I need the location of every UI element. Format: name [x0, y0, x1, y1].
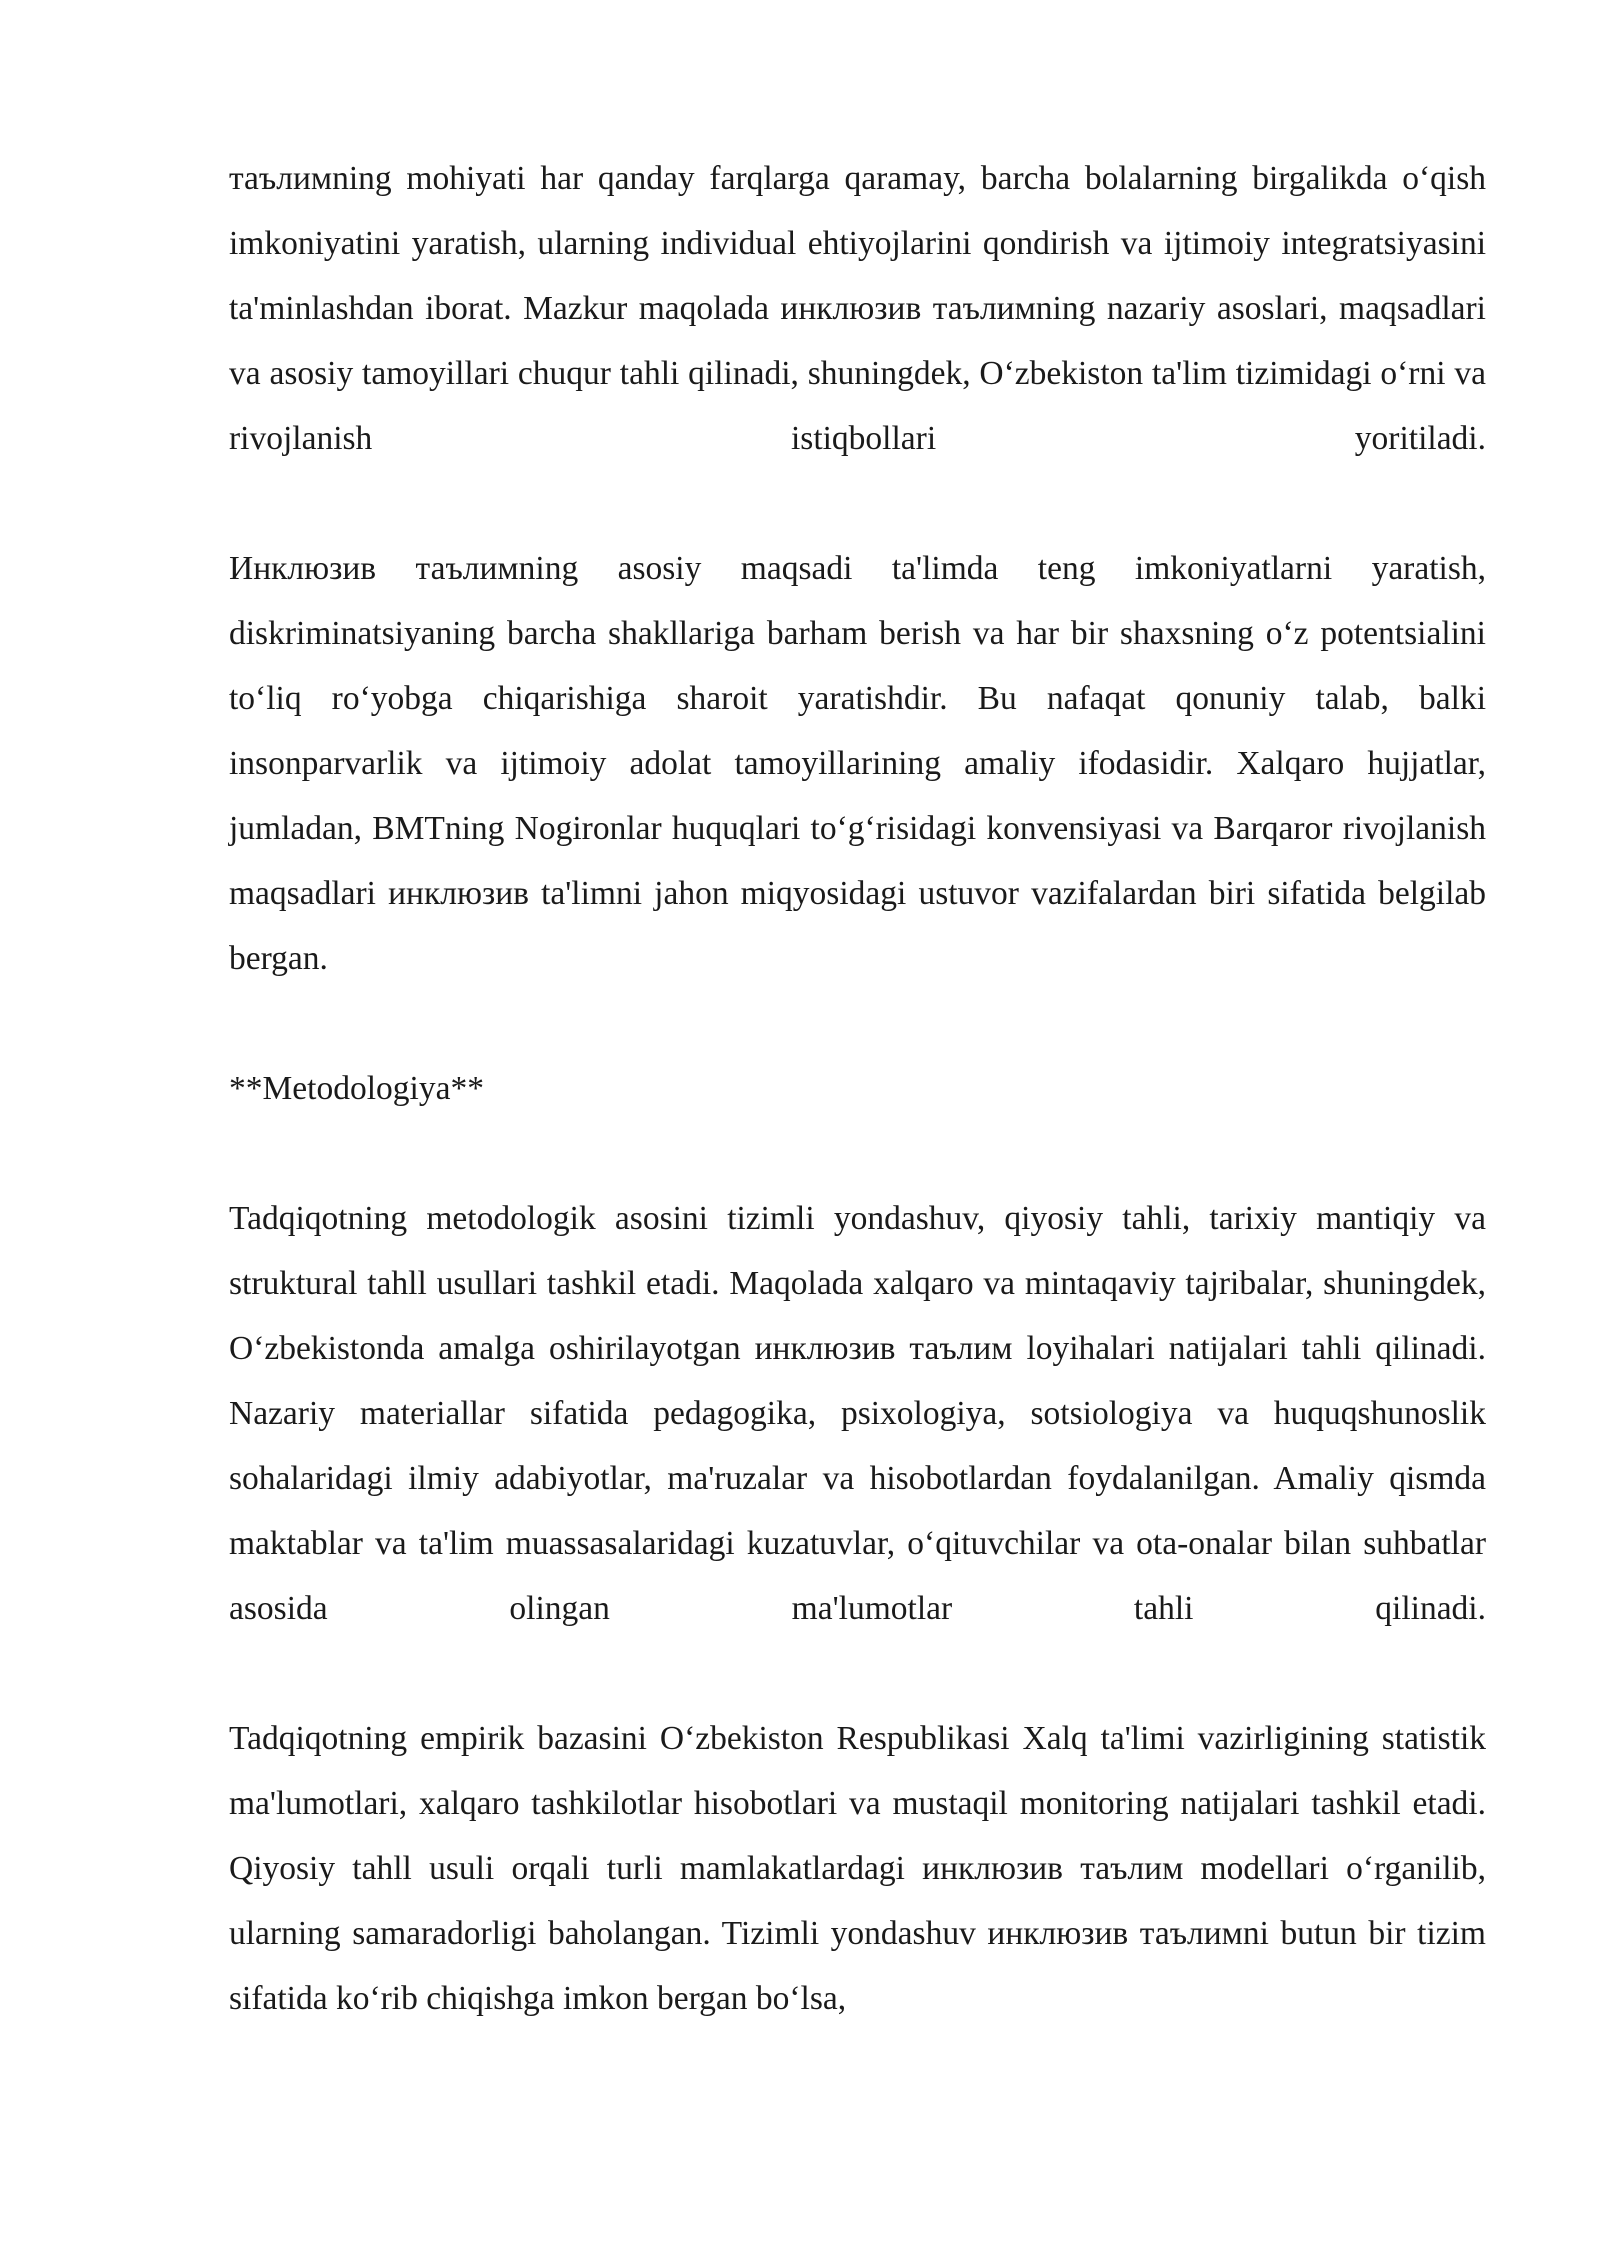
- paragraph-gap: [229, 1641, 1486, 1706]
- paragraph-empirical-base: Tadqiqotning empirik bazasini O‘zbekiston Respublikasi Xalq ta'limi vazirligining statistik ma'lumotlari, xalqaro tashkilotlar hisobotlari va mustaqil monitoring natijalari tashkil etadi. Qiyosiy tahll usuli orqali turli mamlakatlardagi инклюзив таълим modellari o‘rganilib, ularning samaradorligi baholangan. Tizimli yondashuv инклюзив таълимni butun bir tizim sifatida ko‘rib chiqishga imkon bergan bo‘lsa,: [229, 1720, 1486, 2017]
- paragraph-goal: Инклюзив таълимning asosiy maqsadi ta'limda teng imkoniyatlarni yaratish, diskriminatsiyaning barcha shakllariga barham berish va har bir shaxsning o‘z potentsialini to‘liq ro‘yobga chiqarishiga sharoit yaratishdir. Bu nafaqat qonuniy talab, balki insonparvarlik va ijtimoiy adolat tamoyillarining amaliy ifodasidir. Xalqaro hujjatlar, jumladan, BMTning Nogironlar huquqlari to‘g‘risidagi konvensiyasi va Barqaror rivojlanish maqsadlari инклюзив ta'limni jahon miqyosidagi ustuvor vazifalardan biri sifatida belgilab bergan.: [229, 550, 1486, 977]
- paragraph-methodology: Tadqiqotning metodologik asosini tizimli yondashuv, qiyosiy tahli, tarixiy mantiqiy va struktural tahll usullari tashkil etadi. Maqolada xalqaro va mintaqaviy tajribalar, shuningdek, O‘zbekistonda amalga oshirilayotgan инклюзив таълим loyihalari natijalari tahli qilinadi. Nazariy materiallar sifatida pedagogika, psixologiya, sotsiologiya va huquqshunoslik sohalaridagi ilmiy adabiyotlar, ma'ruzalar va hisobotlardan foydalanilgan. Amaliy qismda maktablar va ta'lim muassasalaridagi kuzatuvlar, o‘qituvchilar va ota-onalar bilan suhbatlar asosida olingan ma'lumotlar tahli qilinadi.: [229, 1200, 1486, 1627]
- document-page: [229, 146, 1486, 2031]
- paragraph-intro: таълимning mohiyati har qanday farqlarga qaramay, barcha bolalarning birgalikda o‘qish imkoniyatini yaratish, ularning individual ehtiyojlarini qondirish va ijtimoiy integratsiyasini ta'minlashdan iborat. Mazkur maqolada инклюзив таълимning nazariy asoslari, maqsadlari va asosiy tamoyillari chuqur tahli qilinadi, shuningdek, O‘zbekiston ta'lim tizimidagi o‘rni va rivojlanish istiqbollari yoritiladi.: [229, 160, 1486, 457]
- paragraph-gap: [229, 471, 1486, 536]
- paragraph-gap: [229, 1121, 1486, 1186]
- section-heading-methodology: **Metodologiya**: [229, 1070, 484, 1107]
- paragraph-gap: [229, 991, 1486, 1056]
